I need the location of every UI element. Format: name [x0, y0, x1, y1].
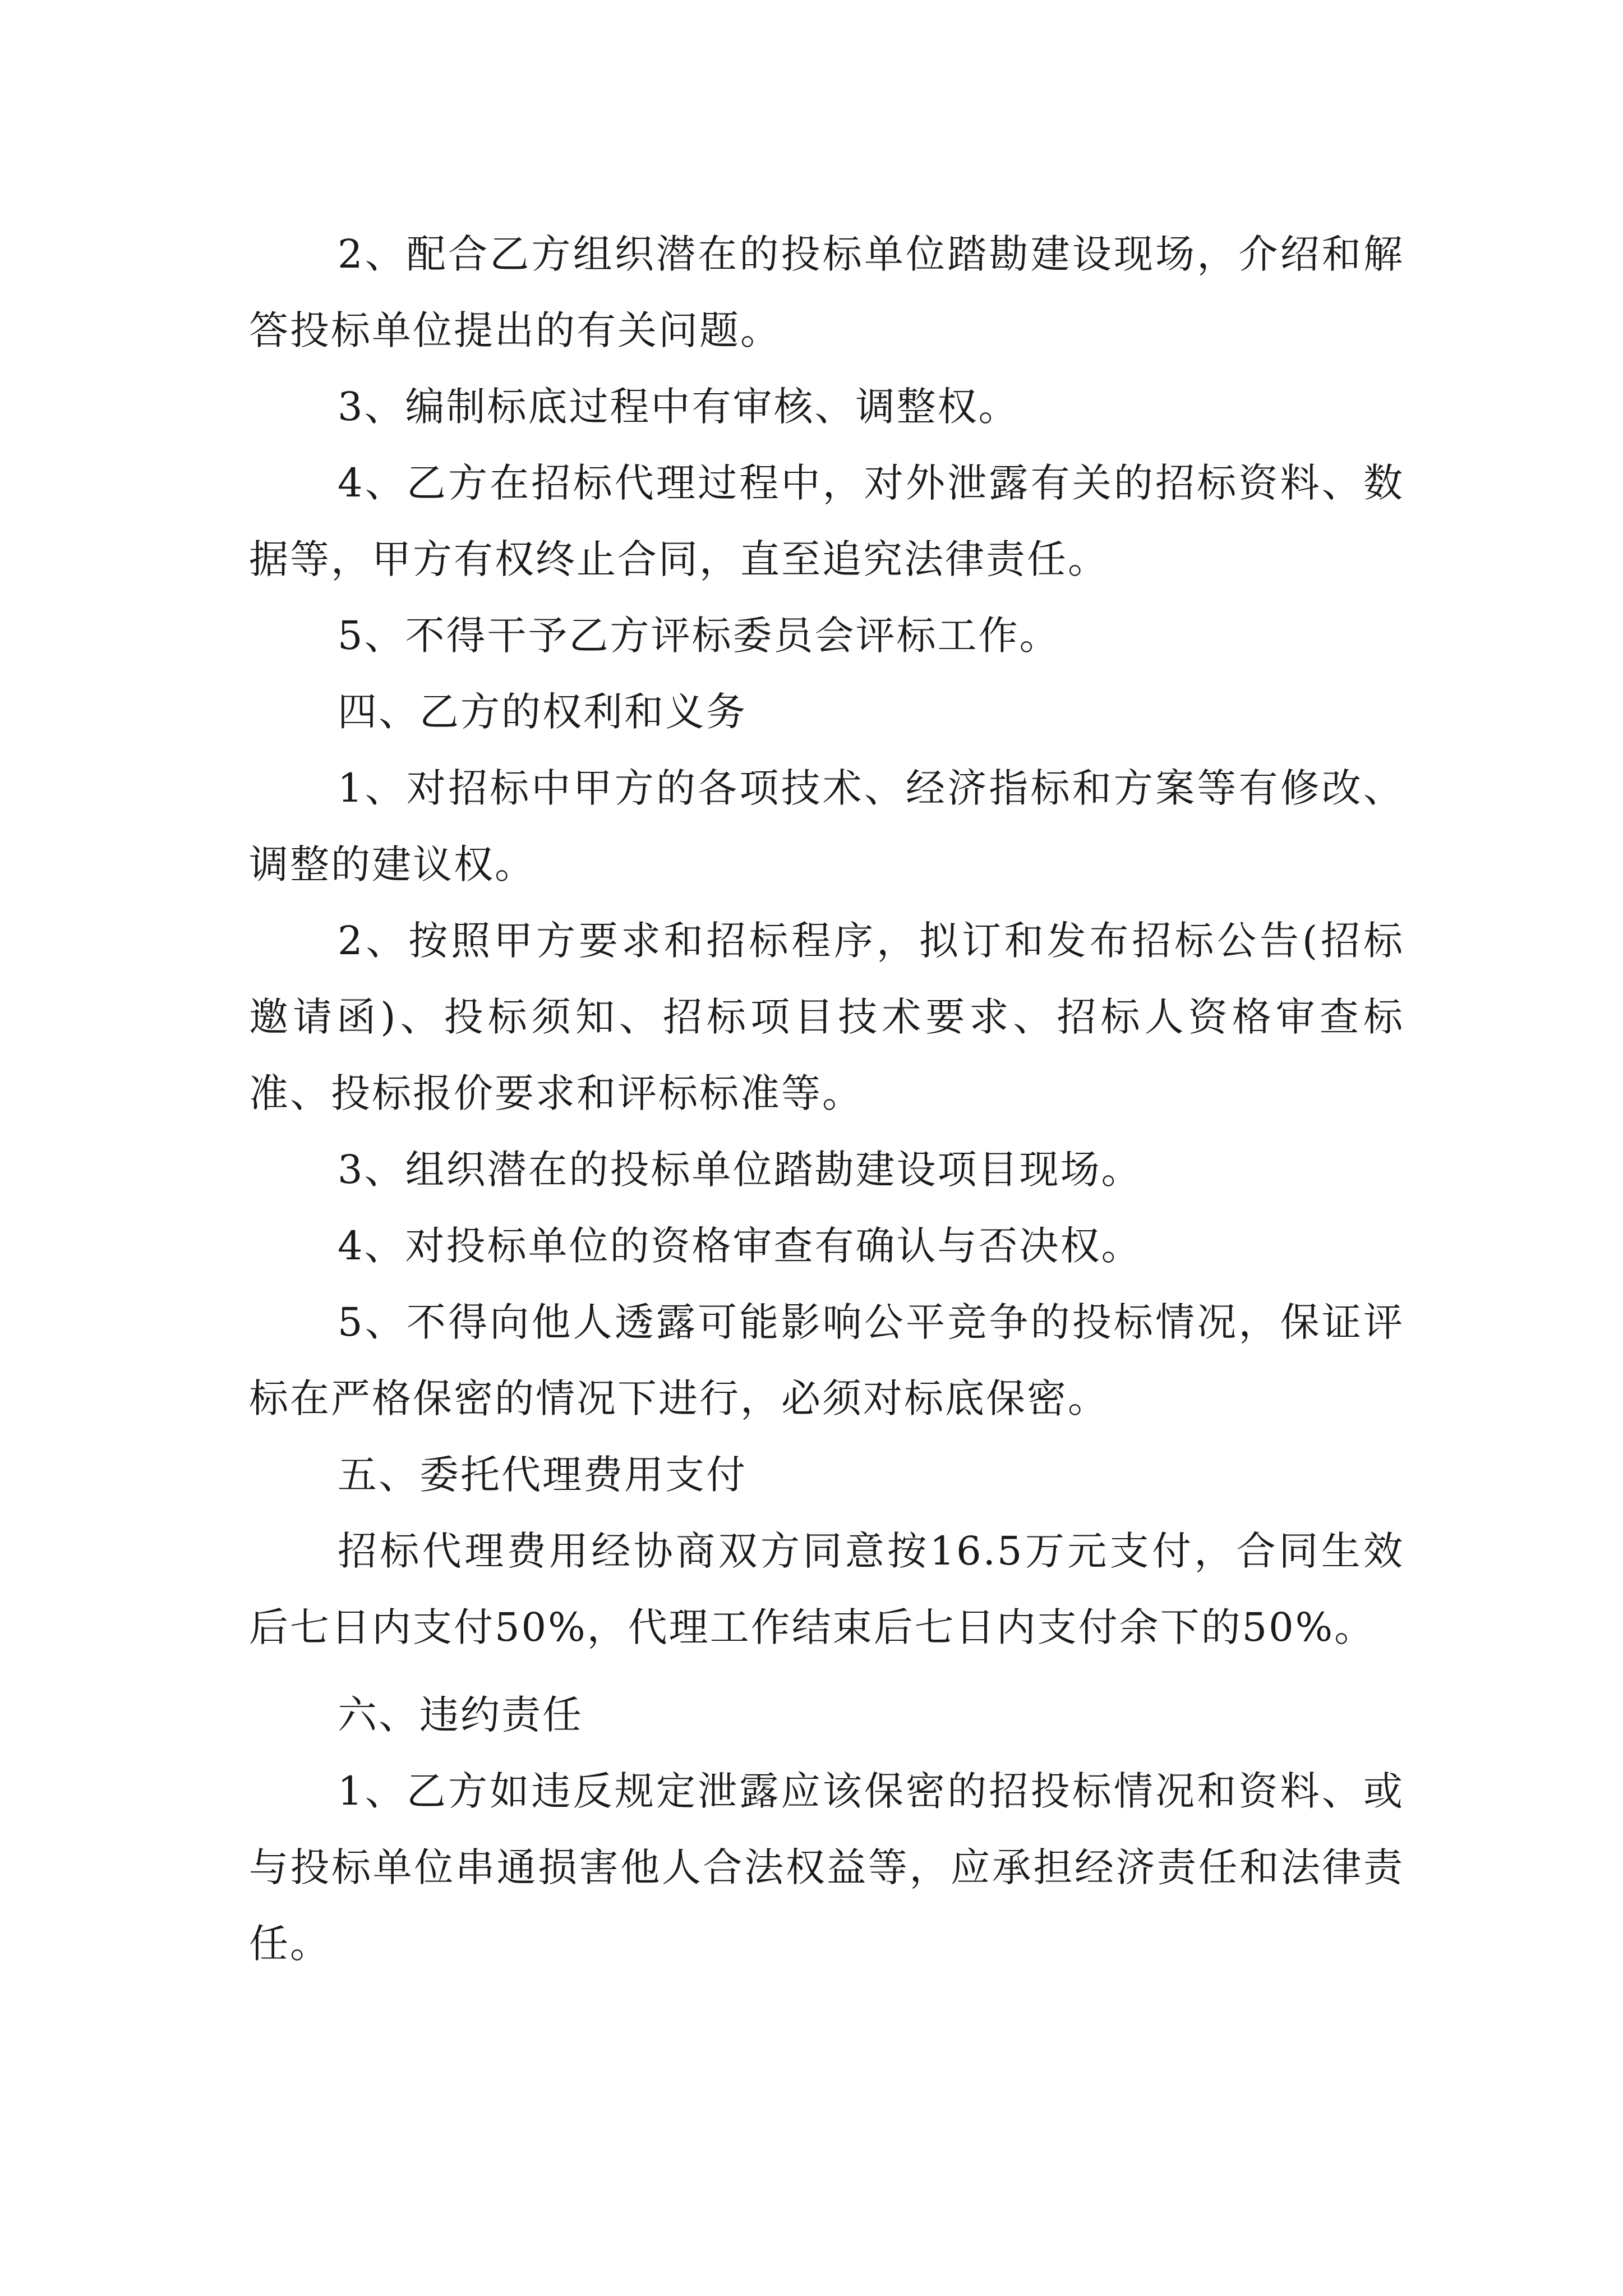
paragraph-agent-right-1: 1、对招标中甲方的各项技术、经济指标和方案等有修改、调整的建议权。 — [249, 765, 1404, 887]
paragraph-agent-right-2: 2、按照甲方要求和招标程序，拟订和发布招标公告(招标邀请函)、投标须知、招标项目技术要求、招标人资格审查标准、投标报价要求和评标标准等。 — [249, 918, 1404, 1116]
paragraph-agent-right-4: 4、对投标单位的资格审查有确认与否决权。 — [338, 1223, 1142, 1269]
section-heading-liability: 六、违约责任 — [338, 1692, 583, 1738]
paragraph-owner-duty-4: 4、乙方在招标代理过程中，对外泄露有关的招标资料、数据等，甲方有权终止合同，直至追究法律责任。 — [249, 460, 1404, 582]
document-body — [249, 216, 1404, 1982]
section-heading-fee-payment: 五、委托代理费用支付 — [338, 1452, 747, 1498]
paragraph-liability-1: 1、乙方如违反规定泄露应该保密的招投标情况和资料、或与投标单位串通损害他人合法权益等，应承担经济责任和法律责任。 — [249, 1768, 1404, 1967]
paragraph-agent-right-5: 5、不得向他人透露可能影响公平竞争的投标情况，保证评标在严格保密的情况下进行，必须对标底保密。 — [249, 1299, 1404, 1421]
paragraph-owner-duty-5: 5、不得干予乙方评标委员会评标工作。 — [338, 613, 1061, 659]
paragraph-owner-duty-3: 3、编制标底过程中有审核、调整权。 — [338, 384, 1020, 430]
paragraph-agent-right-3: 3、组织潜在的投标单位踏勘建设项目现场。 — [338, 1147, 1142, 1193]
paragraph-fee-terms: 招标代理费用经协商双方同意按16.5万元支付，合同生效后七日内支付50%，代理工作结束后七日内支付余下的50%。 — [249, 1528, 1404, 1650]
section-heading-agent-rights: 四、乙方的权利和义务 — [338, 689, 747, 735]
paragraph-owner-duty-2: 2、配合乙方组织潜在的投标单位踏勘建设现场，介绍和解答投标单位提出的有关问题。 — [249, 231, 1404, 353]
